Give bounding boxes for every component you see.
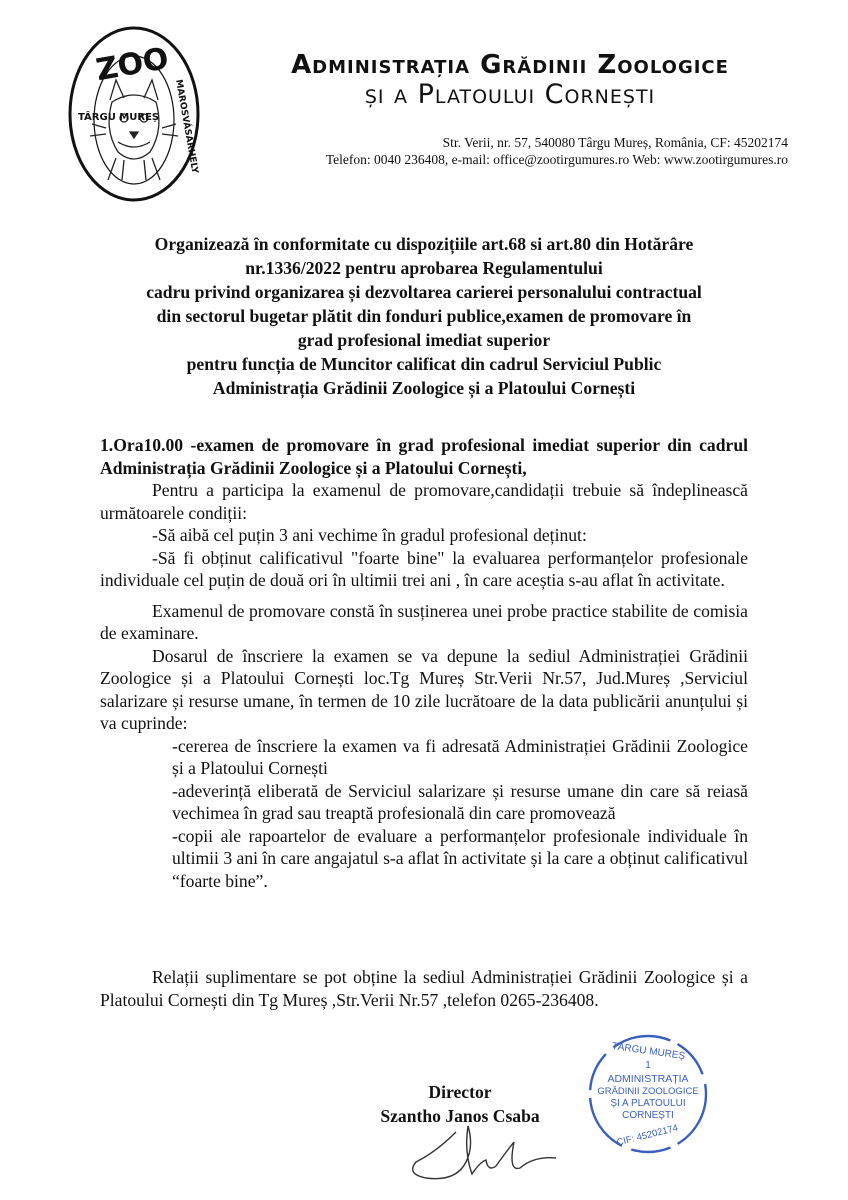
intro-line: din sectorul bugetar plătit din fonduri publice,examen de promovare în — [156, 306, 692, 326]
intro-line: cadru privind organizarea și dezvoltarea carierei personalului contractual — [146, 282, 702, 302]
intro-line: pentru funcția de Muncitor calificat din cadrul Serviciul Public — [186, 354, 662, 374]
list-item: -adeverință eliberată de Serviciul salarizare și resurse umane din care să reiasă vechimea în grad sau treaptă profesională din care promovează — [172, 780, 748, 823]
intro-line: Administrația Grădinii Zoologice și a Platoului Cornești — [212, 378, 636, 398]
lynx-head-icon — [90, 80, 178, 180]
list-item: -cererea de înscriere la examen va fi adresată Administrației Grădinii Zoologice și a Platoului Cornești — [172, 735, 748, 778]
zoo-logo — [66, 20, 202, 204]
stamp-line: CORNEȘTI — [622, 1110, 674, 1121]
intro-line: nr.1336/2022 pentru aprobarea Regulamentului — [245, 258, 603, 278]
conditions-intro: Pentru a participa la examenul de promovare,candidații trebuie să îndeplinească următoarele condiții: — [100, 480, 748, 523]
dossier-paragraph: Dosarul de înscriere la examen se va depune la sediul Administrației Grădinii Zoologice și a Platoului Cornești loc.Tg Mureș Str.Verii Nr.57, Jud.Mureș ,Serviciul salarizare și resurse umane, în termen de 10 zile lucrătoare de la data publicării anunțului și va cuprinde: — [100, 645, 748, 733]
closing-paragraph: Relații suplimentare se pot obține la sediul Administrației Grădinii Zoologice și a Platoului Cornești din Tg Mureș ,Str.Verii Nr.57 ,telefon 0265-236408. — [100, 967, 748, 1010]
official-stamp — [586, 1030, 710, 1158]
contact-block — [228, 134, 788, 168]
stamp-line: ȘI A PLATOULUI — [610, 1098, 686, 1109]
dossier-documents-list — [100, 735, 748, 893]
announcement-intro — [100, 232, 748, 400]
intro-line: Organizează în conformitate cu dispozițiile art.68 si art.80 din Hotărâre — [154, 234, 694, 254]
exam-description: Examenul de promovare constă în susținerea unei probe practice stabilite de comisia de examinare. — [100, 600, 748, 643]
logo-zoo-text: ZOO — [93, 41, 172, 89]
stamp-number: 1 — [645, 1060, 651, 1071]
list-item: -copii ale rapoartelor de evaluare a performanțelor profesionale individuale în ultimii 3 ani în care angajatul s-a aflat în activitate și la care a obținut calificativul “foarte bine”. — [172, 825, 748, 891]
org-title-line2: și a Platoului Cornești — [364, 79, 656, 110]
signatory-name: Szantho Janos Csaba — [380, 1106, 540, 1126]
stamp-line: GRĂDINII ZOOLOGICE — [597, 1086, 699, 1097]
contact-line: Telefon: 0040 236408, e-mail: office@zootirgumures.ro Web: www.zootirgumures.ro — [325, 152, 788, 167]
condition-item: -Să fi obținut calificativul "foarte bine" la evaluarea performanțelor profesionale individuale cel puțin de două ori în ultimii trei ani , în care aceștia s-au aflat în activitate. — [100, 547, 748, 590]
exam-heading: 1.Ora10.00 -examen de promovare în grad profesional imediat superior din cadrul Administrația Grădinii Zoologice și a Platoului Cornești, — [100, 435, 748, 478]
intro-line: grad profesional imediat superior — [297, 330, 551, 350]
stamp-top-text: TÂRGU MUREȘ — [610, 1040, 686, 1063]
logo-ring-text: TÂRGU MUREȘ — [78, 112, 160, 123]
organization-title — [200, 50, 820, 110]
condition-item: -Să aibă cel puțin 3 ani vechime în gradul profesional deținut: — [152, 525, 587, 545]
address-line: Str. Verii, nr. 57, 540080 Târgu Mureș, România, CF: 45202174 — [442, 135, 788, 150]
handwritten-signature — [396, 1112, 566, 1192]
org-title-line1: Administrația Grădinii Zoologice — [291, 50, 729, 80]
announcement-body — [100, 434, 748, 892]
signatory-role: Director — [428, 1082, 492, 1102]
svg-text:MAROSVÁSÁRHELY: MAROSVÁSÁRHELY — [173, 78, 200, 175]
stamp-bottom-text: CIF: 45202174 — [615, 1122, 680, 1149]
stamp-line: ADMINISTRAȚIA — [607, 1073, 689, 1085]
